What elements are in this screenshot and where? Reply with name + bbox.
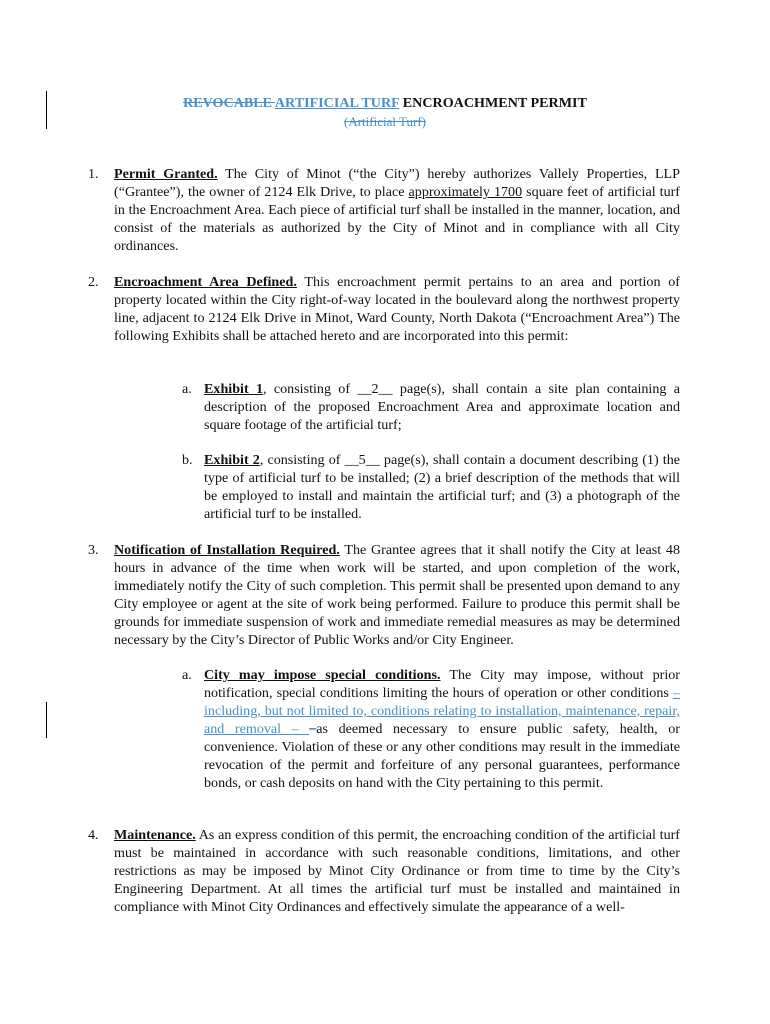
- section-number: 3.: [88, 542, 99, 558]
- section-2: [88, 273, 680, 345]
- title-struck-text: REVOCABLE: [183, 95, 275, 111]
- exhibit-pages: __2__: [357, 381, 393, 397]
- exhibit-text: , consisting of: [259, 452, 345, 468]
- section-text: This encroachment permit pertains to an area and portion of property located within the City right-of-way located in the boulevard along the northwest property line, adjacent to 2124 Elk Drive in Minot, Ward County, North Dakota (“Encroachment Area”) The following Exhibits shall be attached hereto and are incorporated into this permit:: [114, 274, 680, 344]
- condition-struck-text: –: [309, 721, 317, 737]
- title-inserted-text: ARTIFICIAL TURF: [274, 95, 400, 111]
- section-4: [88, 826, 680, 916]
- change-bar-middle: [46, 702, 47, 738]
- subtitle-struck-text: (Artificial Turf): [344, 114, 426, 129]
- section-text: As an express condition of this permit, the encroaching condition of the artificial turf must be maintained in accordance with such reasonable conditions, limitations, and other restrictions as may be imposed by Minot City Ordinance or from time to time by the City’s Engineering Department. At all times the artificial turf must be installed and maintained in compliance with Minot City Ordinances and effectively simulate the appearance of a well-: [114, 827, 680, 915]
- condition-inserted-text: – including, but not limited to, conditions relating to installation, maintenance, repair, and removal –: [204, 685, 680, 737]
- section-3: [88, 541, 680, 649]
- square-feet-value: approximately 1700: [408, 184, 523, 200]
- section-heading: Maintenance.: [114, 827, 196, 843]
- condition-text-cont: as deemed necessary to ensure public safety, health, or convenience. Violation of these or any other conditions may result in the immediate revocation of the permit and forfeiture of any personal guarantees, performance bonds, or cash deposits on hand with the City pertaining to this permit.: [204, 721, 680, 791]
- condition-text: The City may impose, without prior notification, special conditions limiting the hours of operation or other conditions: [204, 667, 681, 701]
- section-1: [88, 165, 680, 255]
- section-number: 4.: [88, 827, 99, 843]
- exhibit-pages: __5__: [344, 452, 380, 468]
- section-heading: Permit Granted.: [114, 166, 218, 182]
- exhibit-label: Exhibit 2: [204, 452, 260, 468]
- condition-heading: City may impose special conditions.: [204, 667, 441, 683]
- section-number: 2.: [88, 274, 99, 290]
- section-heading: Encroachment Area Defined.: [114, 274, 297, 290]
- section-text-cont: square feet of artificial turf in the Encroachment Area. Each piece of artificial turf shall be installed in the manner, location, and consist of the materials as authorized by the City of Minot and in compliance with all City ordinances.: [114, 184, 680, 254]
- exhibit-label: Exhibit 1: [204, 381, 264, 397]
- exhibit-text-cont: page(s), shall contain a document describing (1) the type of artificial turf to be installed; (2) a brief description of the methods that will be employed to install and maintain the artificial turf; and (3) a photograph of the artificial turf to be installed.: [204, 452, 680, 522]
- page-title: [0, 94, 770, 112]
- exhibit-letter: b.: [182, 452, 193, 468]
- condition-a: [182, 666, 681, 792]
- section-number: 1.: [88, 166, 99, 182]
- condition-letter: a.: [182, 667, 192, 683]
- section-text: The City of Minot (“the City”) hereby authorizes Vallely Properties, LLP (“Grantee”), the owner of 2124 Elk Drive, to place: [114, 166, 680, 200]
- title-text: ENCROACHMENT PERMIT: [399, 95, 587, 111]
- exhibit-2: [182, 451, 680, 523]
- page-subtitle: [0, 113, 770, 131]
- section-text: The Grantee agrees that it shall notify the City at least 48 hours in advance of the time when work will be started, and upon completion of the work, immediately notify the City of such completion. This permit shall be presented upon demand to any City employee or agent at the site of work being performed. Failure to produce this permit shall be grounds for immediate suspension of work and immediate remedial measures as may be determined necessary by the City’s Director of Public Works and/or City Engineer.: [114, 542, 680, 648]
- exhibit-letter: a.: [182, 381, 192, 397]
- exhibit-text-cont: page(s), shall contain a site plan containing a description of the proposed Encroachment Area and approximate location and square footage of the artificial turf;: [204, 381, 680, 433]
- exhibit-text: , consisting of: [263, 381, 358, 397]
- exhibit-1: [182, 380, 680, 434]
- section-heading: Notification of Installation Required.: [114, 542, 340, 558]
